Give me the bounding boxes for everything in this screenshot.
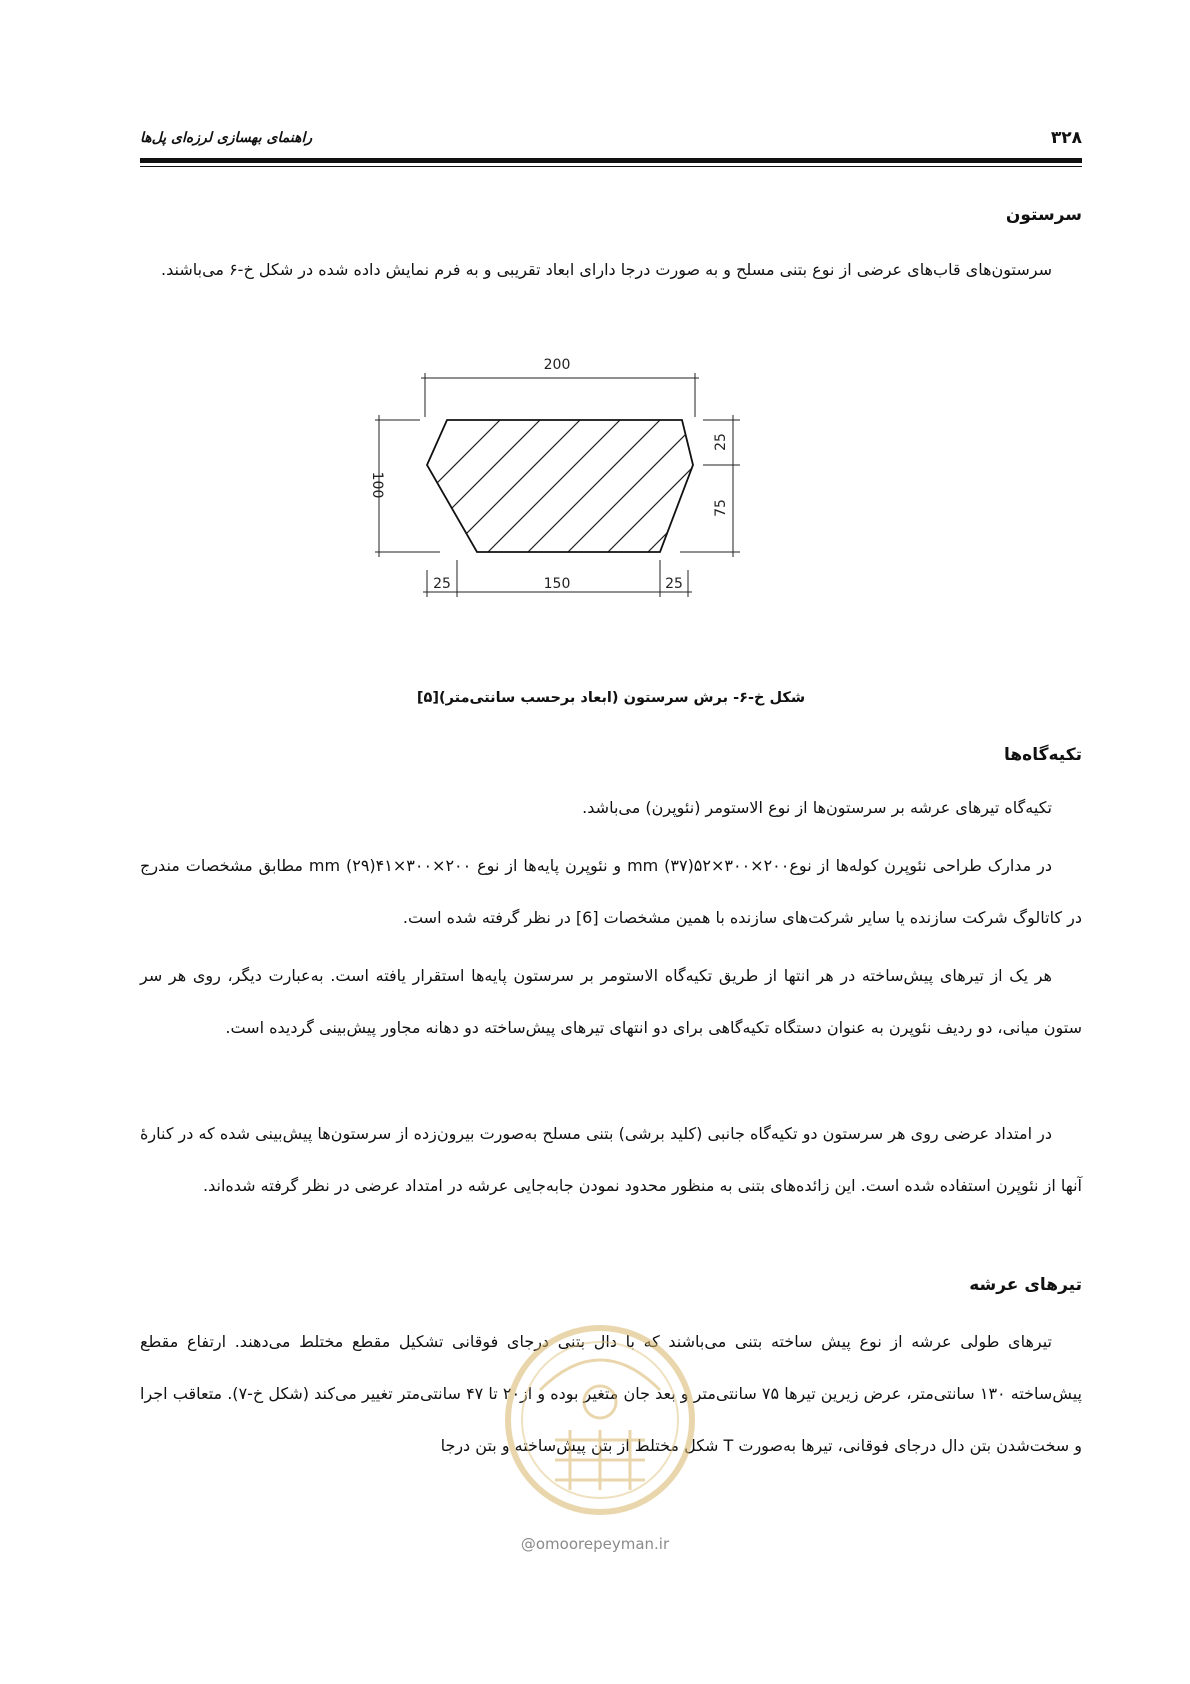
figure-caption: شکل خ-۶- برش سرستون (ابعاد برحسب سانتی‌متر)[۵]	[416, 690, 806, 706]
dim-label-bottom-right: 25	[665, 576, 683, 592]
running-title: راهنمای بهسازی لرزه‌ای پل‌ها	[140, 130, 313, 146]
paragraph-supports-3: هر یک از تیرهای پیش‌ساخته در هر انتها از طریق تکیه‌گاه الاستومر بر سرستون پایه‌ها استقرار یافته است. به‌عبارت دیگر، روی هر سر ستون میانی، دو ردیف نئوپرن به عنوان دستگاه تکیه‌گاهی برای دو انتهای تیرهای پیش‌ساخته دو دهانه مجاور پیش‌بینی گردیده است.	[140, 966, 1082, 1037]
header-rule-thin	[140, 166, 1082, 167]
hatch-pattern	[345, 395, 845, 575]
paragraph-capital: سرستون‌های قاب‌های عرضی از نوع بتنی مسلح و به صورت درجا دارای ابعاد تقریبی و به فرم نمایش داده شده در شکل خ-۶ می‌باشند.	[161, 260, 1052, 279]
paragraph-deck-beams: تیرهای طولی عرشه از نوع پیش ساخته بتنی می‌باشند که با دال بتنی درجای فوقانی تشکیل مقطع مختلط می‌دهند. ارتفاع مقطع پیش‌ساخته ۱۳۰ سانتی‌متر، عرض زیرین تیرها ۷۵ سانتی‌متر و بعد جان متغیر بوده و از۲۰ تا ۴۷ سانتی‌متر تغییر می‌کند (شکل خ-۷). متعاقب اجرا و سخت‌شدن بتن دال درجای فوقانی، تیرها به‌صورت T شکل مختلط از بتن پیش‌ساخته و بتن درجا	[140, 1332, 1083, 1455]
paragraph-supports-1: تکیه‌گاه تیرهای عرشه بر سرستون‌ها از نوع الاستومر (نئوپرن) می‌باشد.	[582, 798, 1052, 817]
dim-label-left: 100	[369, 471, 385, 499]
section-heading-deck-beams: تیرهای عرشه	[969, 1275, 1082, 1295]
dim-label-top: 200	[543, 357, 571, 373]
section-heading-supports: تکیه‌گاه‌ها	[1004, 745, 1082, 765]
paragraph-supports-4: در امتداد عرضی روی هر سرستون دو تکیه‌گاه جانبی (کلید برشی) بتنی مسلح به‌صورت بیرون‌زده از سرستون‌ها پیش‌بینی شده که در کنارهٔ آنها از نئوپرن استفاده شده است. این زائده‌های بتنی به منظور محدود نمودن جابه‌جایی عرشه در امتداد عرضی در نظر گرفته شده‌اند.	[140, 1124, 1082, 1195]
dim-label-bottom-middle: 150	[543, 576, 571, 592]
capital-section-figure	[369, 357, 805, 655]
dim-label-bottom-left: 25	[433, 576, 451, 592]
dim-top	[421, 373, 699, 417]
page-header	[140, 127, 1082, 149]
watermark-text: @omoorepeyman.ir	[520, 1535, 670, 1553]
paragraph-supports-2: در مدارک طراحی نئوپرن کوله‌ها از نوعmm (۳۷)۵۲×۳۰۰×۲۰۰ و نئوپرن پایه‌ها از نوع mm (۲۹)۴۱×۳۰۰×۲۰۰ مطابق مشخصات مندرج در کاتالوگ شرکت سازنده یا سایر شرکت‌های سازنده با همین مشخصات [6] در نظر گرفته شده است.	[140, 856, 1082, 927]
section-heading-capital: سرستون	[1005, 205, 1082, 225]
dim-label-right-lower: 75	[713, 499, 729, 517]
page-number: ۳۲۸	[1050, 128, 1082, 148]
dim-right	[680, 415, 740, 557]
header-rule-thick	[140, 158, 1082, 163]
dim-label-right-upper: 25	[713, 433, 729, 451]
